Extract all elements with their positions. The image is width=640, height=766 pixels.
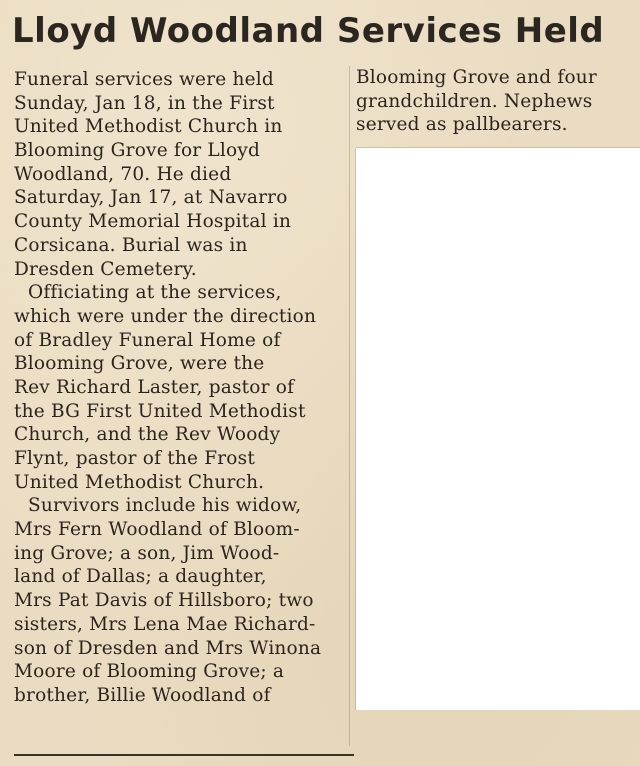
text-line: Blooming Grove, were the (14, 353, 265, 375)
text-line: Survivors include his widow, (28, 495, 302, 517)
text-line: Flynt, pastor of the Frost (14, 448, 255, 469)
text-line: sisters, Mrs Lena Mae Richard- (14, 613, 316, 635)
text-line: Blooming Grove and four (356, 67, 597, 88)
text-line: brother, Billie Woodland of (14, 684, 271, 706)
text-line: Church, and the Rev Woody (14, 424, 281, 446)
article-column-right (356, 66, 636, 137)
text-line: Funeral services were held (14, 69, 274, 90)
text-line: Rev Richard Laster, pastor of (14, 376, 295, 398)
article-column-left (14, 68, 346, 708)
text-line: ing Grove; a son, Jim Wood- (14, 542, 280, 564)
text-line: which were under the direction (14, 305, 317, 327)
bottom-rule (14, 754, 354, 756)
text-line: grandchildren. Nephews (356, 90, 593, 112)
text-line: Mrs Fern Woodland of Bloom- (14, 519, 300, 541)
text-line: of Bradley Funeral Home of (14, 329, 281, 351)
text-line: Moore of Blooming Grove; a (14, 661, 285, 683)
article-headline: Lloyd Woodland Services Held (12, 11, 605, 51)
text-line: the BG First United Methodist (14, 400, 306, 422)
text-line: Dresden Cemetery. (14, 258, 197, 280)
text-line: Corsicana. Burial was in (14, 234, 248, 256)
text-line: Sunday, Jan 18, in the First (14, 92, 275, 114)
text-line: Blooming Grove for Lloyd (14, 140, 261, 162)
text-line: Woodland, 70. He died (14, 163, 232, 185)
text-line: Mrs Pat Davis of Hillsboro; two (14, 590, 314, 612)
column-divider (349, 66, 350, 746)
text-line: land of Dallas; a daughter, (14, 566, 267, 588)
text-line: son of Dresden and Mrs Winona (14, 637, 322, 659)
text-line: United Methodist Church. (14, 471, 265, 493)
text-line: Saturday, Jan 17, at Navarro (14, 187, 288, 209)
text-line: County Memorial Hospital in (14, 211, 292, 233)
blank-paper-area (356, 148, 640, 710)
text-line: Officiating at the services, (28, 282, 282, 304)
text-line: United Methodist Church in (14, 116, 283, 138)
text-line: served as pallbearers. (356, 114, 568, 136)
